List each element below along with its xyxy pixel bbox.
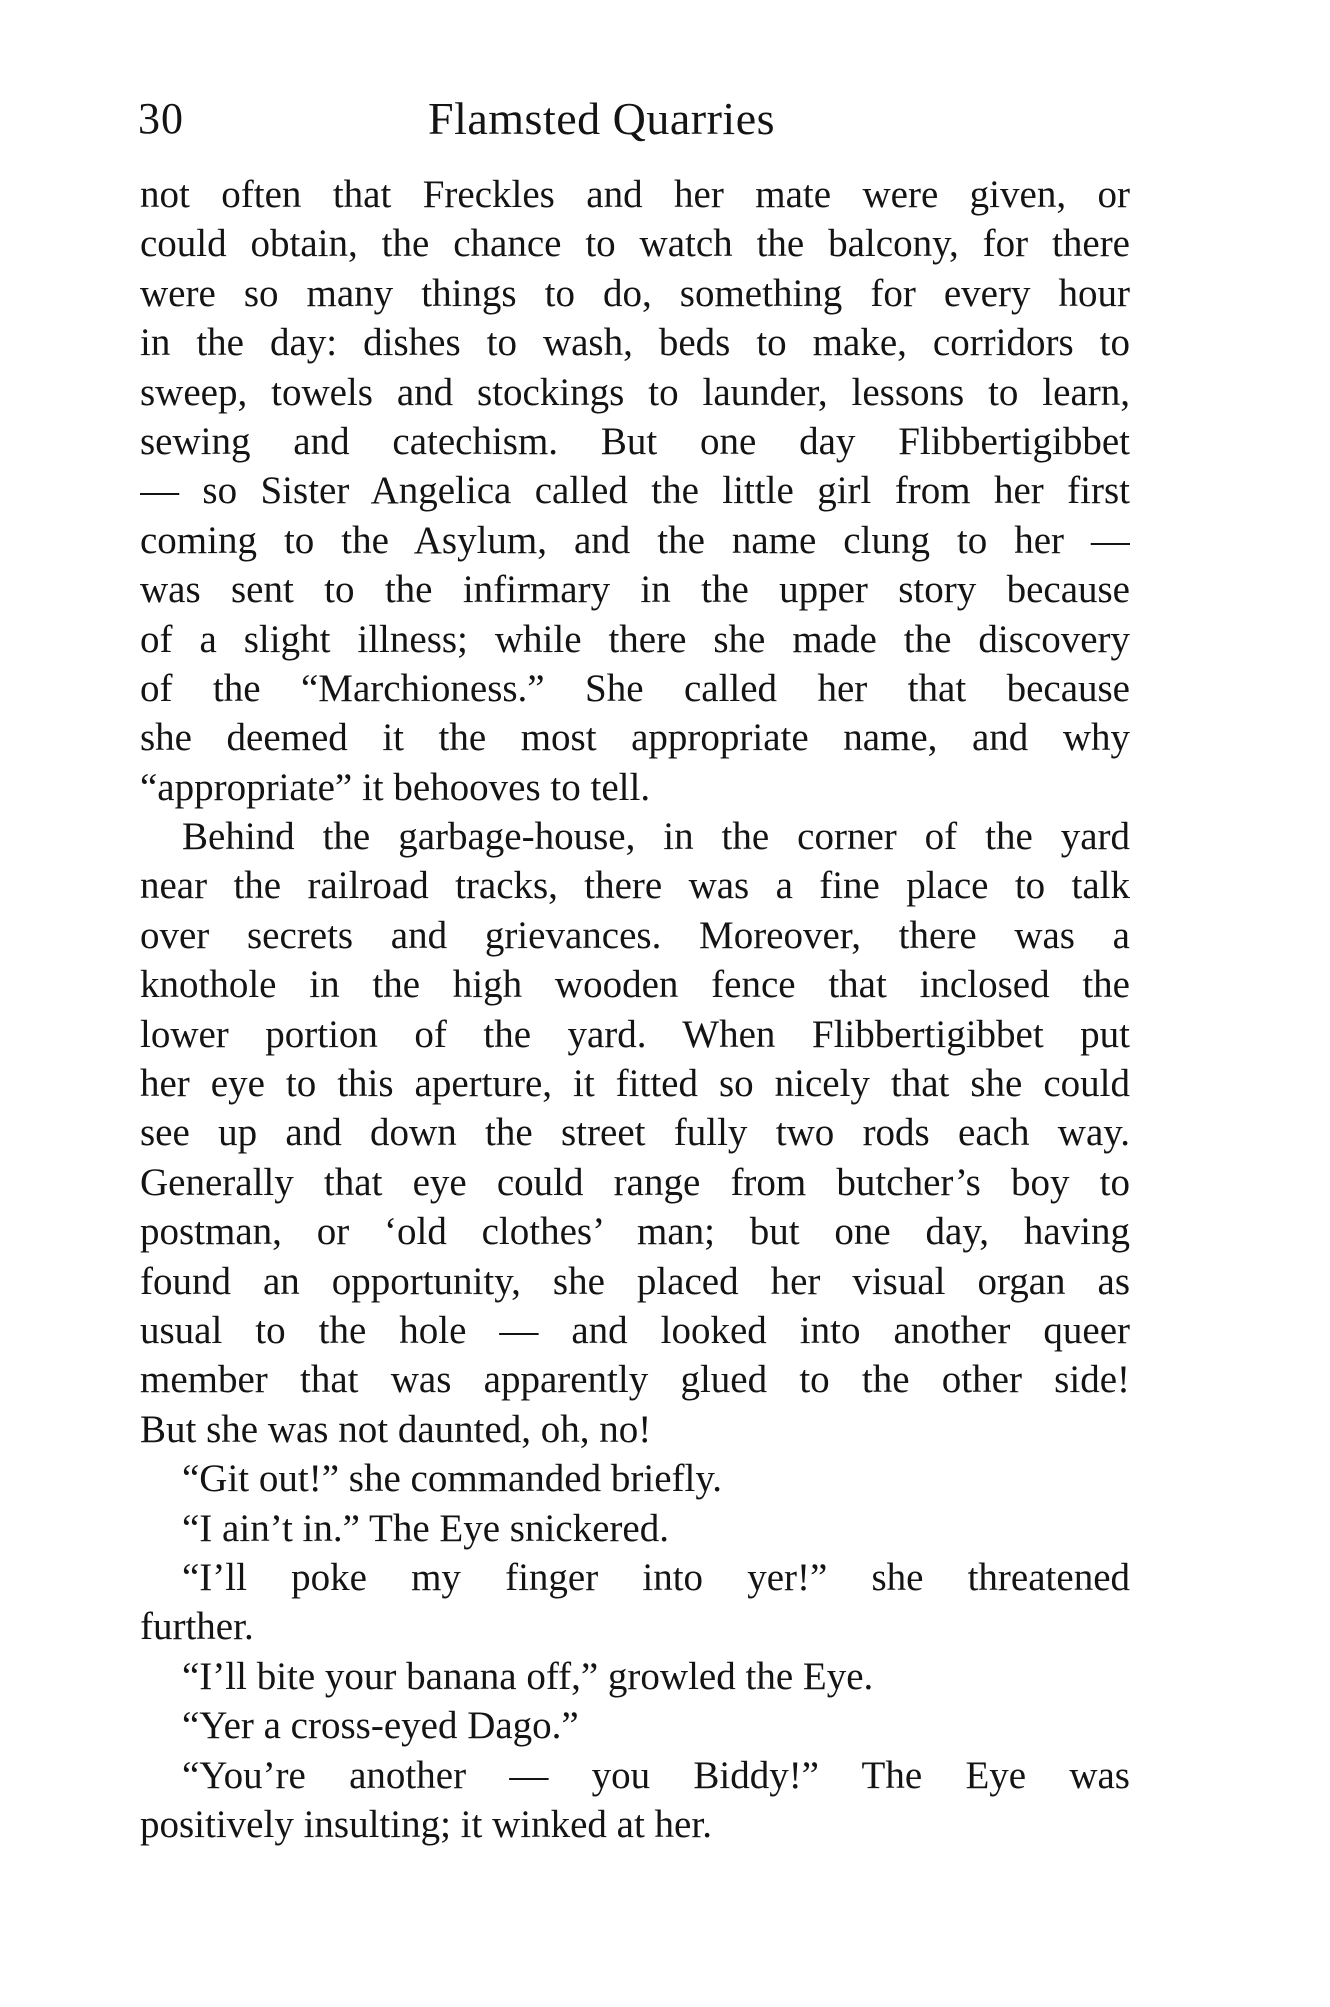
text-line: of a slight illness; while there she made the discovery xyxy=(140,617,1130,661)
text-line: over secrets and grievances. Moreover, there was a xyxy=(140,913,1130,957)
text-line: see up and down the street fully two rods each way. xyxy=(140,1111,1130,1155)
text-line: “appropriate” it behooves to tell. xyxy=(140,765,651,809)
text-line: Generally that eye could range from butcher’s boy to xyxy=(140,1160,1130,1204)
text-line: “I’ll bite your banana off,” growled the Eye. xyxy=(182,1654,874,1698)
text-line: member that was apparently glued to the other side! xyxy=(140,1358,1130,1402)
text-line: knothole in the high wooden fence that inclosed the xyxy=(140,963,1130,1007)
page-number: 30 xyxy=(138,94,184,143)
text-line: — so Sister Angelica called the little girl from her first xyxy=(140,469,1130,513)
text-line: not often that Freckles and her mate were given, or xyxy=(140,173,1130,216)
text-line: Behind the garbage-house, in the corner of the yard xyxy=(182,815,1130,859)
running-head xyxy=(138,84,1128,154)
text-line: coming to the Asylum, and the name clung to her — xyxy=(140,518,1130,562)
body-text xyxy=(140,170,1130,1849)
text-line: in the day: dishes to wash, beds to make, corridors to xyxy=(140,321,1130,365)
text-line: near the railroad tracks, there was a fine place to talk xyxy=(140,864,1130,908)
text-line: positively insulting; it winked at her. xyxy=(140,1802,712,1846)
text-line: of the “Marchioness.” She called her that because xyxy=(140,666,1130,710)
text-line: “You’re another — you Biddy!” The Eye was xyxy=(182,1753,1130,1797)
text-line: lower portion of the yard. When Flibbertigibbet put xyxy=(140,1012,1130,1056)
text-line: was sent to the infirmary in the upper story because xyxy=(140,568,1130,612)
text-line: her eye to this aperture, it fitted so nicely that she could xyxy=(140,1062,1130,1106)
text-line: “I ain’t in.” The Eye snickered. xyxy=(182,1506,669,1550)
text-line: she deemed it the most appropriate name, and why xyxy=(140,716,1130,760)
text-line: sewing and catechism. But one day Flibbertigibbet xyxy=(140,419,1130,463)
text-line: postman, or ‘old clothes’ man; but one day, having xyxy=(140,1210,1130,1254)
text-line: were so many things to do, something for every hour xyxy=(140,271,1130,315)
text-line: found an opportunity, she placed her visual organ as xyxy=(140,1259,1130,1303)
text-line: could obtain, the chance to watch the balcony, for there xyxy=(140,222,1130,266)
text-line: sweep, towels and stockings to launder, lessons to learn, xyxy=(140,370,1130,414)
text-line: But she was not daunted, oh, no! xyxy=(140,1407,652,1451)
running-title: Flamsted Quarries xyxy=(428,93,776,144)
text-line: “I’ll poke my finger into yer!” she threatened xyxy=(182,1555,1130,1599)
text-line: “Git out!” she commanded briefly. xyxy=(182,1457,723,1501)
text-line: “Yer a cross-eyed Dago.” xyxy=(182,1704,579,1748)
text-line: usual to the hole — and looked into another queer xyxy=(140,1308,1130,1352)
text-line: further. xyxy=(140,1605,254,1649)
